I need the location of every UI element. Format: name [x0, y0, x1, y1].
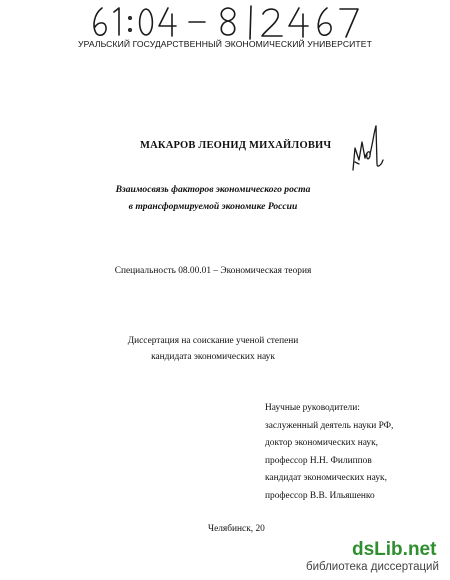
handwritten-archive-code [86, 4, 386, 40]
watermark[interactable] [300, 537, 450, 580]
advisor-line: кандидат экономических наук, [265, 473, 387, 483]
advisor-line: доктор экономических наук, [265, 438, 379, 448]
advisors-heading: Научные руководители: [265, 403, 360, 413]
advisors-block [265, 400, 393, 505]
speciality-line: Специальность 08.00.01 – Экономическая теория [114, 266, 312, 276]
city-year: Челябинск, 20 [208, 524, 265, 534]
university-name: УРАЛЬСКИЙ ГОСУДАРСТВЕННЫЙ ЭКОНОМИЧЕСКИЙ УНИВЕРСИТЕТ [78, 39, 372, 49]
advisor-line: профессор В.В. Ильяшенко [265, 490, 375, 501]
degree-line-2: кандидата экономических наук [151, 352, 275, 362]
watermark-logo[interactable]: dsLib.net [352, 539, 437, 560]
degree-line-1: Диссертация на соискание ученой степени [127, 336, 299, 346]
watermark-subtitle: библиотека диссертаций [306, 561, 439, 573]
dissertation-title-line-1: Взаимосвязь факторов экономического роста [115, 184, 311, 195]
signature-drawing [343, 120, 393, 180]
handwritten-signature [343, 120, 393, 180]
handwritten-code-drawing [86, 4, 386, 40]
author-name: МАКАРОВ ЛЕОНИД МИХАЙЛОВИЧ [140, 140, 332, 151]
advisor-line: профессор Н.Н. Филиппов [265, 455, 372, 466]
advisor-line: заслуженный деятель науки РФ, [265, 420, 394, 431]
dissertation-title-line-2: в трансформируемой экономике России [128, 201, 298, 212]
